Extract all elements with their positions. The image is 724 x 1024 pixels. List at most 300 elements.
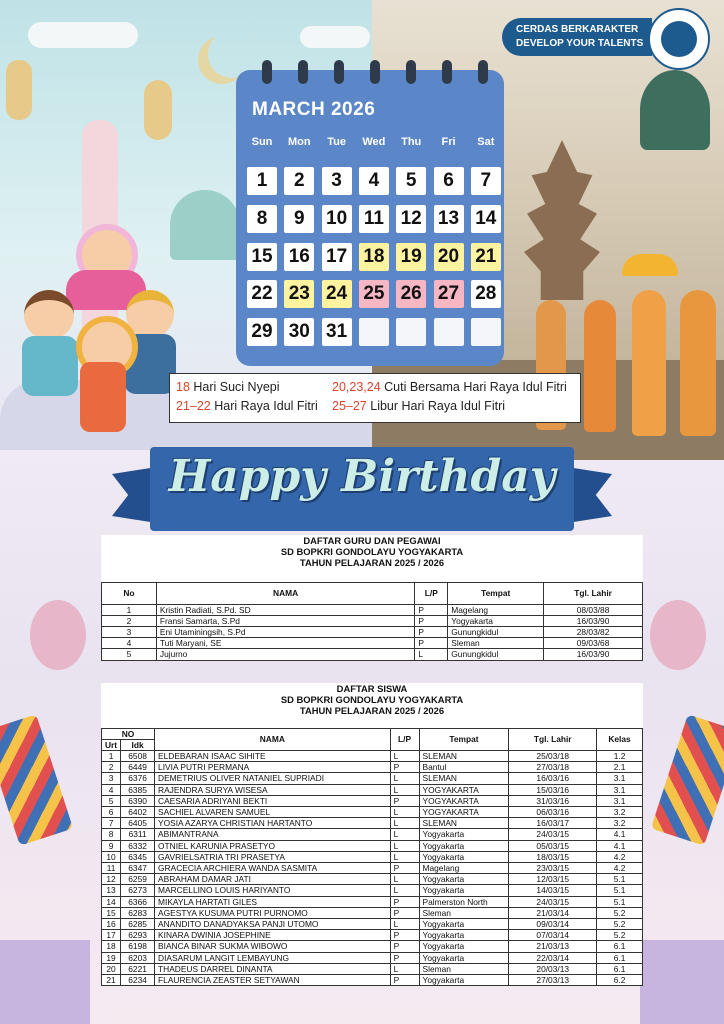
table-cell: 16/03/17 (509, 818, 597, 829)
table-cell: 6285 (121, 919, 155, 930)
calendar-day-cell: 24 (322, 280, 352, 308)
calendar-day-cell: 10 (322, 205, 352, 233)
table-cell: L (390, 829, 419, 840)
calendar-ring-icon (334, 60, 344, 84)
table-cell: 14/03/15 (509, 885, 597, 896)
school-logo (648, 8, 710, 70)
table-cell: 5.1 (597, 885, 643, 896)
kid-dress-illustration (80, 362, 126, 432)
table-cell: 22/03/14 (509, 952, 597, 963)
table-cell: Yogyakarta (419, 930, 509, 941)
table-row (102, 907, 643, 918)
table-cell: P (390, 907, 419, 918)
weekday-label: Wed (362, 136, 386, 148)
table-row (102, 851, 643, 862)
table-cell: 21 (102, 975, 121, 986)
legend-label: Cuti Bersama Hari Raya Idul Fitri (380, 380, 567, 394)
calendar-day-cell: 18 (359, 243, 389, 271)
column-header: Tgl. Lahir (509, 728, 597, 750)
legend-date: 25–27 (332, 399, 367, 413)
table-cell: L (390, 919, 419, 930)
table-cell: 6.2 (597, 975, 643, 986)
table-cell: P (390, 941, 419, 952)
table-cell: 6.1 (597, 963, 643, 974)
table-cell: 3 (102, 773, 121, 784)
table-cell: 07/03/14 (509, 930, 597, 941)
table-cell: 5 (102, 795, 121, 806)
table-cell: 6273 (121, 885, 155, 896)
calendar-ring-icon (298, 60, 308, 84)
table-cell: Yogyakarta (419, 851, 509, 862)
table-cell: Bantul (419, 762, 509, 773)
cloud-illustration (28, 22, 138, 48)
table-cell: 7 (102, 818, 121, 829)
table-cell: 3.2 (597, 818, 643, 829)
table-cell: L (390, 773, 419, 784)
legend-item (332, 380, 567, 394)
table-cell: Gunungkidul (448, 627, 544, 638)
table-cell: 6283 (121, 907, 155, 918)
table-cell: 12/03/15 (509, 874, 597, 885)
table-cell: P (390, 863, 419, 874)
table-cell: Gunungkidul (448, 649, 544, 660)
calendar-day-cell: 25 (359, 280, 389, 308)
table-cell: P (415, 615, 448, 626)
table-cell: 2.1 (597, 762, 643, 773)
table-cell: 2 (102, 615, 157, 626)
table-cell: 4.1 (597, 829, 643, 840)
calendar-day-cell: 13 (434, 205, 464, 233)
staff-table (101, 582, 643, 661)
table-cell: P (415, 604, 448, 615)
table-cell: DEMETRIUS OLIVER NATANIEL SUPRIADI (155, 773, 391, 784)
table-cell: YOGYAKARTA (419, 795, 509, 806)
table-cell: GAVRIELSATRIA TRI PRASETYA (155, 851, 391, 862)
table-cell: L (390, 851, 419, 862)
student-table (101, 728, 643, 987)
table-cell: YOGYAKARTA (419, 807, 509, 818)
table-cell: 6293 (121, 930, 155, 941)
staff-table-title: DAFTAR GURU DAN PEGAWAI (303, 535, 441, 546)
table-row (102, 649, 643, 660)
table-cell: 6402 (121, 807, 155, 818)
legend-item (176, 380, 280, 394)
table-cell: 15 (102, 907, 121, 918)
table-cell: P (390, 952, 419, 963)
table-cell: 4.2 (597, 863, 643, 874)
table-cell: 6203 (121, 952, 155, 963)
table-row (102, 807, 643, 818)
student-school-name: SD BOPKRI GONDOLAYU YOGYAKARTA (280, 694, 464, 706)
cloud-illustration (300, 26, 370, 48)
calendar-day-cell: 23 (284, 280, 314, 308)
student-table-title: DAFTAR SISWA (336, 683, 408, 694)
table-cell: 4 (102, 638, 157, 649)
table-cell: P (415, 627, 448, 638)
table-cell: FLAURENCIA ZEASTER SETYAWAN (155, 975, 391, 986)
calendar-day-cell: 11 (359, 205, 389, 233)
table-cell: P (390, 930, 419, 941)
table-cell: LIVIA PUTRI PERMANA (155, 762, 391, 773)
weekday-label: Fri (441, 136, 456, 148)
table-cell: 6390 (121, 795, 155, 806)
balinese-man-illustration (632, 290, 666, 436)
calendar-ring-icon (442, 60, 452, 84)
table-cell: P (390, 975, 419, 986)
table-cell: OTNIEL KARUNIA PRASETYO (155, 840, 391, 851)
legend-date: 18 (176, 380, 190, 394)
table-cell: Jujurno (156, 649, 414, 660)
table-cell: 1 (102, 604, 157, 615)
table-cell: 6449 (121, 762, 155, 773)
calendar-empty-cell (359, 318, 389, 346)
calendar-day-cell: 27 (434, 280, 464, 308)
calendar-day-cell: 31 (322, 318, 352, 346)
calendar-empty-cell (434, 318, 464, 346)
column-header: No (102, 582, 157, 604)
table-cell: ELDEBARAN ISAAC SIHITE (155, 751, 391, 762)
calendar-day-cell: 30 (284, 318, 314, 346)
calendar-ring-icon (406, 60, 416, 84)
table-cell: 27/03/18 (509, 762, 597, 773)
calendar-ring-icon (370, 60, 380, 84)
table-cell: 4.2 (597, 851, 643, 862)
table-cell: 18/03/15 (509, 851, 597, 862)
table-cell: 23/03/15 (509, 863, 597, 874)
table-cell: 09/03/14 (509, 919, 597, 930)
table-cell: Magelang (448, 604, 544, 615)
column-header: L/P (415, 582, 448, 604)
table-row (102, 762, 643, 773)
calendar-month-title: MARCH 2026 (252, 99, 376, 120)
calendar-empty-cell (396, 318, 426, 346)
table-cell: 6 (102, 807, 121, 818)
table-cell: 3.2 (597, 807, 643, 818)
table-cell: 24/03/15 (509, 829, 597, 840)
table-cell: 6.1 (597, 952, 643, 963)
legend-date: 20,23,24 (332, 380, 381, 394)
table-cell: YOGYAKARTA (419, 784, 509, 795)
table-cell: 3.1 (597, 795, 643, 806)
table-cell: THADEUS DARREL DINANTA (155, 963, 391, 974)
palm-tree-illustration (640, 70, 710, 150)
table-cell: L (415, 649, 448, 660)
table-cell: SLEMAN (419, 773, 509, 784)
table-row (102, 952, 643, 963)
slogan-line-2: DEVELOP YOUR TALENTS (516, 38, 644, 49)
column-header: Tempat (419, 728, 509, 750)
table-cell: ANANDITO DANADYAKSA PANJI UTOMO (155, 919, 391, 930)
table-cell: 21/03/14 (509, 907, 597, 918)
table-cell: Kristin Radiati, S.Pd. SD (156, 604, 414, 615)
table-row (102, 975, 643, 986)
table-cell: 8 (102, 829, 121, 840)
table-cell: SACHIEL ALVAREN SAMUEL (155, 807, 391, 818)
table-cell: 6366 (121, 896, 155, 907)
table-cell: 5.2 (597, 919, 643, 930)
table-cell: KINARA DWINIA JOSEPHINE (155, 930, 391, 941)
table-cell: Tuti Maryani, SE (156, 638, 414, 649)
calendar-day-cell: 26 (396, 280, 426, 308)
weekday-label: Sat (477, 136, 495, 148)
table-cell: P (390, 795, 419, 806)
table-cell: 13 (102, 885, 121, 896)
lantern-illustration (6, 60, 32, 120)
table-cell: Yogyakarta (419, 975, 509, 986)
school-emblem-icon (661, 21, 697, 57)
table-cell: 9 (102, 840, 121, 851)
table-cell: 6376 (121, 773, 155, 784)
table-cell: 6347 (121, 863, 155, 874)
table-cell: 6345 (121, 851, 155, 862)
balloon-icon (30, 600, 86, 670)
column-header: L/P (390, 728, 419, 750)
table-cell: 17 (102, 930, 121, 941)
calendar-day-cell: 3 (322, 167, 352, 195)
column-header: NO (102, 728, 155, 739)
table-cell: L (390, 784, 419, 795)
weekday-label: Tue (327, 136, 346, 148)
legend-item (332, 399, 505, 413)
calendar-day-cell: 5 (396, 167, 426, 195)
table-cell: P (390, 762, 419, 773)
table-cell: 05/03/15 (509, 840, 597, 851)
table-row (102, 795, 643, 806)
table-row (102, 604, 643, 615)
column-header: Urt (102, 739, 121, 750)
legend-item (176, 399, 318, 413)
table-cell: 09/03/68 (544, 638, 643, 649)
table-cell: 6.1 (597, 941, 643, 952)
table-cell: RAJENDRA SURYA WISESA (155, 784, 391, 795)
weekday-label: Sun (251, 136, 273, 148)
table-cell: DIASARUM LANGIT LEMBAYUNG (155, 952, 391, 963)
calendar-day-cell: 29 (247, 318, 277, 346)
table-cell: 16/03/16 (509, 773, 597, 784)
table-cell: L (390, 818, 419, 829)
table-cell: 12 (102, 874, 121, 885)
table-cell: 16/03/90 (544, 615, 643, 626)
table-row (102, 638, 643, 649)
table-cell: SLEMAN (419, 818, 509, 829)
calendar-day-cell: 22 (247, 280, 277, 308)
legend-label: Hari Suci Nyepi (189, 380, 280, 394)
table-row (102, 615, 643, 626)
table-cell: 5 (102, 649, 157, 660)
happy-birthday-title: Happy Birthday (168, 451, 556, 502)
table-cell: 18 (102, 941, 121, 952)
table-cell: 6198 (121, 941, 155, 952)
legend-label: Libur Hari Raya Idul Fitri (366, 399, 506, 413)
calendar-day-cell: 19 (396, 243, 426, 271)
table-cell: 24/03/15 (509, 896, 597, 907)
table-row (102, 751, 643, 762)
table-cell: 6311 (121, 829, 155, 840)
calendar-day-cell: 20 (434, 243, 464, 271)
calendar-ring-icon (262, 60, 272, 84)
table-cell: BIANCA BINAR SUKMA WIBOWO (155, 941, 391, 952)
table-row (102, 829, 643, 840)
table-cell: Yogyakarta (448, 615, 544, 626)
table-row (102, 784, 643, 795)
legend-label: Hari Raya Idul Fitri (210, 399, 318, 413)
weekday-label: Mon (287, 136, 311, 148)
calendar-day-cell: 28 (471, 280, 501, 308)
table-cell: Yogyakarta (419, 941, 509, 952)
table-cell: Sleman (419, 963, 509, 974)
student-school-year: TAHUN PELAJARAN 2025 / 2026 (299, 705, 445, 717)
table-cell: Sleman (448, 638, 544, 649)
table-cell: MIKAYLA HARTATI GILES (155, 896, 391, 907)
table-cell: 11 (102, 863, 121, 874)
table-row (102, 840, 643, 851)
table-cell: P (415, 638, 448, 649)
table-cell: Palmerston North (419, 896, 509, 907)
column-header: NAMA (156, 582, 414, 604)
table-cell: 6508 (121, 751, 155, 762)
table-cell: 5.2 (597, 930, 643, 941)
table-cell: 3.1 (597, 773, 643, 784)
table-cell: 25/03/18 (509, 751, 597, 762)
calendar-day-cell: 17 (322, 243, 352, 271)
table-cell: ABRAHAM DAMAR JATI (155, 874, 391, 885)
table-cell: 3.1 (597, 784, 643, 795)
student-table-panel (101, 683, 643, 986)
calendar-day-cell: 8 (247, 205, 277, 233)
table-row (102, 941, 643, 952)
table-cell: Eni Utaminingsih, S.Pd (156, 627, 414, 638)
table-cell: 15/03/16 (509, 784, 597, 795)
calendar-day-cell: 16 (284, 243, 314, 271)
table-cell: Yogyakarta (419, 874, 509, 885)
table-cell: 3 (102, 627, 157, 638)
table-cell: 06/03/16 (509, 807, 597, 818)
column-header: Tempat (448, 582, 544, 604)
balinese-man-illustration (680, 290, 716, 436)
gift-box-icon (0, 940, 90, 1024)
table-cell: 27/03/13 (509, 975, 597, 986)
table-cell: Yogyakarta (419, 885, 509, 896)
table-cell: 10 (102, 851, 121, 862)
table-row (102, 818, 643, 829)
table-cell: L (390, 840, 419, 851)
table-row (102, 930, 643, 941)
weekday-label: Thu (401, 136, 422, 148)
calendar-day-cell: 9 (284, 205, 314, 233)
table-cell: L (390, 751, 419, 762)
kid-shirt-illustration (22, 336, 78, 396)
calendar-day-cell: 6 (434, 167, 464, 195)
table-cell: 6221 (121, 963, 155, 974)
table-cell: AGESTYA KUSUMA PUTRI PURNOMO (155, 907, 391, 918)
table-cell: L (390, 885, 419, 896)
column-header: NAMA (155, 728, 391, 750)
table-cell: 1 (102, 751, 121, 762)
table-cell: Magelang (419, 863, 509, 874)
legend-date: 21–22 (176, 399, 211, 413)
balinese-dancer-illustration (584, 300, 616, 432)
calendar-empty-cell (471, 318, 501, 346)
table-cell: 6234 (121, 975, 155, 986)
calendar-day-cell: 1 (247, 167, 277, 195)
table-cell: 19 (102, 952, 121, 963)
table-cell: MARCELLINO LOUIS HARIYANTO (155, 885, 391, 896)
calendar-day-cell: 7 (471, 167, 501, 195)
mosque-dome-illustration (170, 190, 240, 260)
table-cell: 21/03/13 (509, 941, 597, 952)
table-row (102, 919, 643, 930)
table-row (102, 874, 643, 885)
calendar-day-cell: 4 (359, 167, 389, 195)
table-cell: 16/03/90 (544, 649, 643, 660)
table-cell: 1.2 (597, 751, 643, 762)
table-cell: 20/03/13 (509, 963, 597, 974)
calendar-day-cell: 21 (471, 243, 501, 271)
table-cell: 4 (102, 784, 121, 795)
calendar-ring-icon (478, 60, 488, 84)
table-cell: CAESARIA ADRIYANI BEKTI (155, 795, 391, 806)
table-cell: 6405 (121, 818, 155, 829)
table-cell: Yogyakarta (419, 952, 509, 963)
table-cell: ABIMANTRANA (155, 829, 391, 840)
table-cell: L (390, 963, 419, 974)
lantern-illustration (144, 80, 172, 140)
table-cell: 2 (102, 762, 121, 773)
gift-box-icon (640, 940, 724, 1024)
table-cell: 16 (102, 919, 121, 930)
table-cell: 5.2 (597, 907, 643, 918)
kid-boy-illustration (24, 290, 74, 340)
table-cell: Sleman (419, 907, 509, 918)
table-cell: 6385 (121, 784, 155, 795)
table-cell: Yogyakarta (419, 829, 509, 840)
calendar-day-cell: 15 (247, 243, 277, 271)
table-cell: 5.1 (597, 874, 643, 885)
column-header: Idk (121, 739, 155, 750)
column-header: Tgl. Lahir (544, 582, 643, 604)
table-row (102, 773, 643, 784)
table-cell: YOSIA AZARYA CHRISTIAN HARTANTO (155, 818, 391, 829)
table-row (102, 963, 643, 974)
table-row (102, 896, 643, 907)
staff-school-year: TAHUN PELAJARAN 2025 / 2026 (299, 557, 445, 569)
table-row (102, 863, 643, 874)
calendar-day-cell: 12 (396, 205, 426, 233)
table-cell: 6332 (121, 840, 155, 851)
table-cell: 28/03/82 (544, 627, 643, 638)
table-row (102, 885, 643, 896)
table-row (102, 627, 643, 638)
table-cell: Yogyakarta (419, 840, 509, 851)
holiday-legend (169, 373, 581, 423)
table-cell: 14 (102, 896, 121, 907)
table-cell: SLEMAN (419, 751, 509, 762)
staff-table-panel (101, 535, 643, 661)
column-header: Kelas (597, 728, 643, 750)
calendar-day-cell: 2 (284, 167, 314, 195)
table-cell: 4.1 (597, 840, 643, 851)
slogan-banner (502, 18, 652, 56)
calendar-day-cell: 14 (471, 205, 501, 233)
table-cell: 5.1 (597, 896, 643, 907)
table-cell: 08/03/88 (544, 604, 643, 615)
table-cell: 6259 (121, 874, 155, 885)
table-cell: GRACECIA ARCHIERA WANDA SASMITA (155, 863, 391, 874)
table-cell: Yogyakarta (419, 919, 509, 930)
slogan-line-1: CERDAS BERKARAKTER (516, 24, 639, 35)
table-cell: L (390, 874, 419, 885)
table-cell: 31/03/16 (509, 795, 597, 806)
